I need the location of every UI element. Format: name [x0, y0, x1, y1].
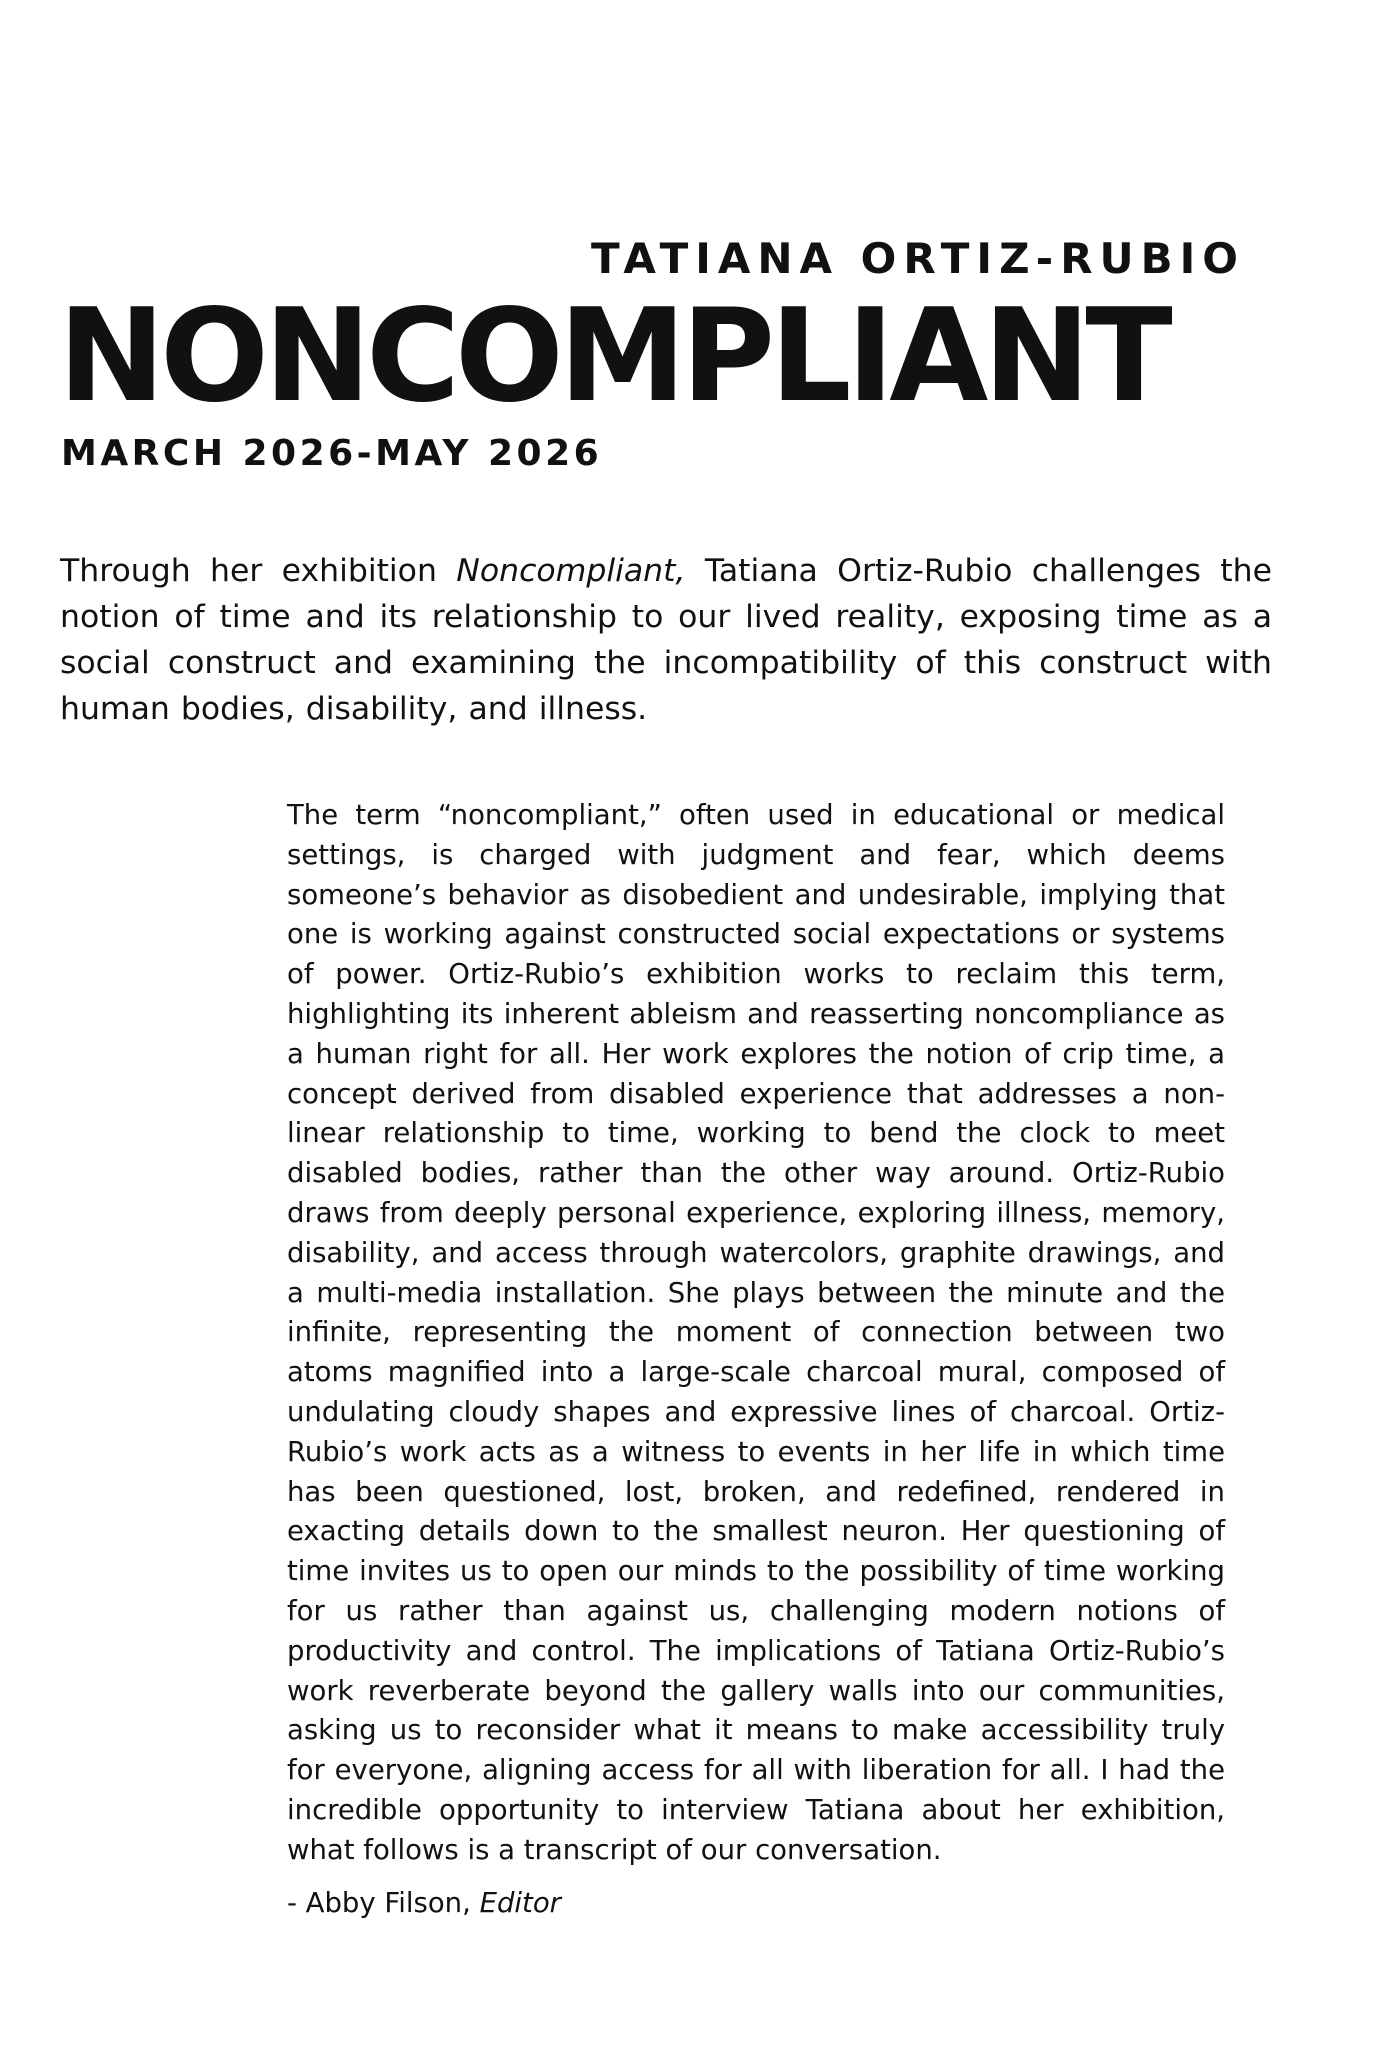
intro-paragraph: [60, 548, 1272, 732]
artist-name: TATIANA ORTIZ-RUBIO: [590, 234, 1245, 283]
body-paragraph: The term “noncompliant,” often used in educational or medical settings, is charged with judgment and fear, which deems someone’s behavior as disobedient and undesirable, implying that one is working against constructed social expectations or systems of power. Ortiz-Rubio’s exhibition works to reclaim this term, highlighting its inherent ableism and reasserting noncompliance as a human right for all. Her work explores the notion of crip time, a concept derived from disabled experience that addresses a non-linear relationship to time, working to bend the clock to meet disabled bodies, rather than the other way around. Ortiz-Rubio draws from deeply personal experience, exploring illness, memory, disability, and access through watercolors, graphite drawings, and a multi-media installation. She plays between the minute and the infinite, representing the moment of connection between two atoms magnified into a large-scale charcoal mural, composed of undulating cloudy shapes and expressive lines of charcoal. Ortiz-Rubio’s work acts as a witness to events in her life in which time has been questioned, lost, broken, and redefined, rendered in exacting details down to the smallest neuron. Her questioning of time invites us to open our minds to the possibility of time working for us rather than against us, challenging modern notions of productivity and control. The implications of Tatiana Ortiz-Rubio’s work reverberate beyond the gallery walls into our communities, asking us to reconsider what it means to make accessibility truly for everyone, aligning access for all with liberation for all. I had the incredible opportunity to interview Tatiana about her exhibition, what follows is a transcript of our conversation.: [287, 799, 1225, 1866]
intro-exhibition-name: Noncompliant,: [456, 553, 686, 589]
signature: [287, 1883, 561, 1923]
exhibition-title: NONCOMPLIANT: [58, 282, 1168, 431]
signature-role: Editor: [479, 1887, 561, 1919]
signature-name: - Abby Filson,: [287, 1887, 480, 1919]
intro-suffix: Tatiana Ortiz-Rubio challenges the notion of time and its relationship to our lived reality, exposing time as a social construct and examining the incompatibility of this construct with human bodies, disability, and illness.: [60, 553, 1272, 727]
intro-prefix: Through her exhibition: [60, 553, 457, 589]
exhibition-dates: MARCH 2026-MAY 2026: [61, 433, 603, 474]
